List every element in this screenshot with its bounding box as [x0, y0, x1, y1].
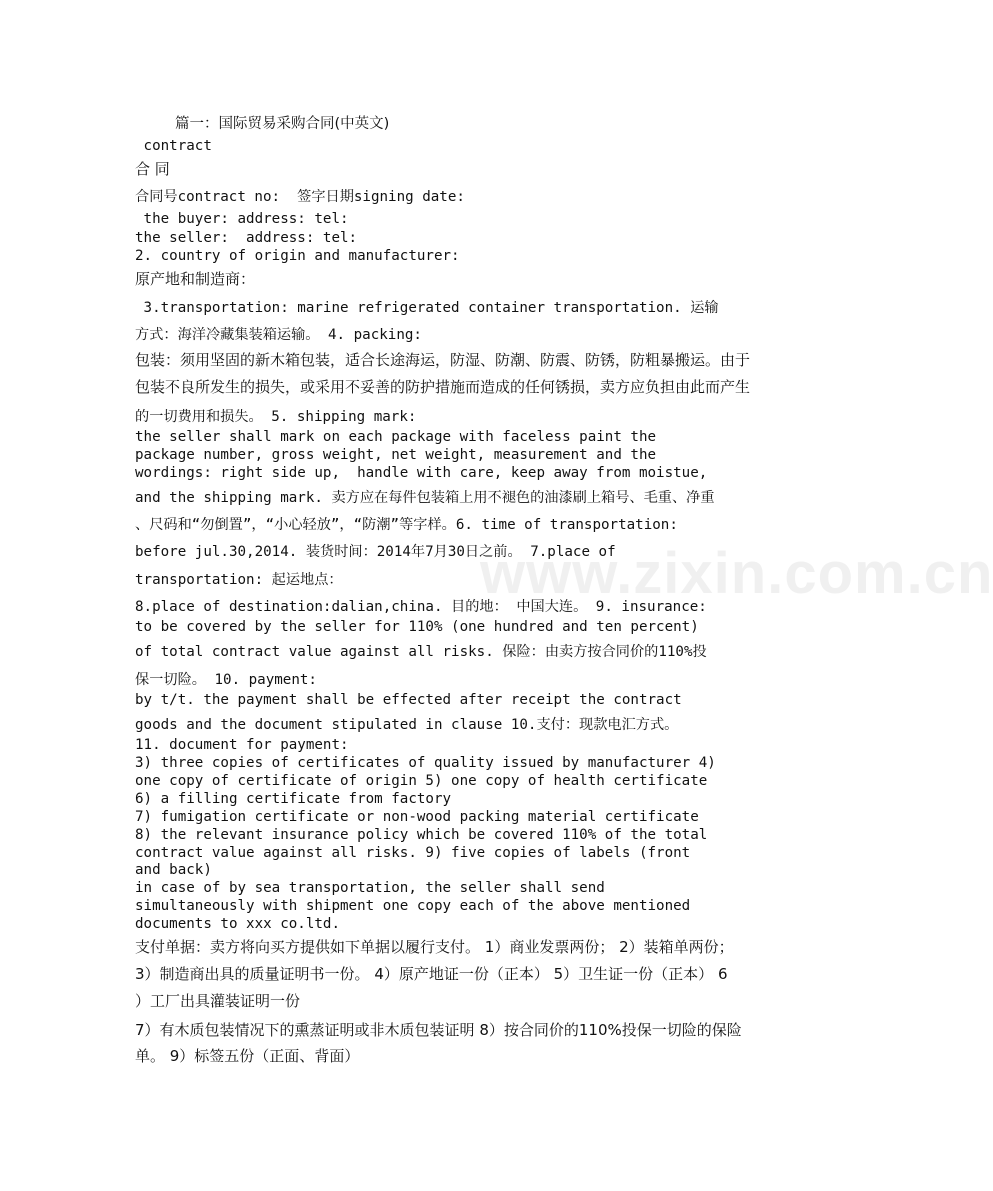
- text-line: the seller shall mark on each package with faceless paint the: [135, 429, 657, 445]
- text-line: transportation: 起运地点：: [135, 572, 343, 588]
- text-line: 7）有木质包装情况下的熏蒸证明或非木质包装证明 8）按合同价的110%投保一切险的保险: [135, 1021, 742, 1039]
- text-line: 保一切险。 10. payment:: [135, 672, 317, 688]
- text-line: 3）制造商出具的质量证明书一份。 4）原产地证一份（正本） 5）卫生证一份（正本） 6: [135, 965, 728, 983]
- text-line: 的一切费用和损失。 5. shipping mark:: [135, 409, 417, 425]
- text-line: 6) a filling certificate from factory: [135, 791, 452, 807]
- text-line: 3) three copies of certificates of quality issued by manufacturer 4): [135, 755, 716, 771]
- text-line: the seller: address: tel:: [135, 230, 358, 246]
- text-line: package number, gross weight, net weight, measurement and the: [135, 447, 657, 463]
- text-line: contract: [135, 138, 212, 154]
- text-line: 合 同: [135, 160, 170, 178]
- document-title: 篇一：国际贸易采购合同(中英文): [175, 116, 390, 132]
- text-line: 3.transportation: marine refrigerated container transportation. 运输: [135, 300, 719, 316]
- text-line: 、尺码和“勿倒置”，“小心轻放”，“防潮”等字样。6. time of transportation:: [135, 517, 678, 533]
- text-line: 8) the relevant insurance policy which be covered 110% of the total: [135, 827, 708, 843]
- text-line: in case of by sea transportation, the seller shall send: [135, 880, 605, 896]
- text-line: by t/t. the payment shall be effected after receipt the contract: [135, 692, 682, 708]
- text-line: ）工厂出具灌装证明一份: [135, 992, 301, 1010]
- text-line: documents to xxx co.ltd.: [135, 916, 340, 932]
- text-line: 8.place of destination:dalian,china. 目的地： 中国大连。 9. insurance:: [135, 599, 707, 615]
- text-line: of total contract value against all risks. 保险：由卖方按合同价的110%投: [135, 644, 707, 660]
- text-line: 7) fumigation certificate or non-wood packing material certificate: [135, 809, 699, 825]
- text-line: 包装：须用坚固的新木箱包装，适合长途海运，防湿、防潮、防震、防锈，防粗暴搬运。由于: [135, 351, 751, 369]
- watermark: www.zixin.com.cn: [480, 541, 993, 606]
- text-line: and the shipping mark. 卖方应在每件包装箱上用不褪色的油漆刷上箱号、毛重、净重: [135, 490, 715, 506]
- text-line: to be covered by the seller for 110% (one hundred and ten percent): [135, 619, 699, 635]
- text-line: 合同号contract no: 签字日期signing date:: [135, 189, 465, 205]
- text-line: 2. country of origin and manufacturer:: [135, 248, 460, 264]
- text-line: contract value against all risks. 9) five copies of labels (front: [135, 845, 691, 861]
- text-line: goods and the document stipulated in clause 10.支付：现款电汇方式。: [135, 717, 679, 733]
- text-line: 方式：海洋冷藏集装箱运输。 4. packing:: [135, 327, 422, 343]
- text-line: 支付单据：卖方将向买方提供如下单据以履行支付。 1）商业发票两份； 2）装箱单两份；: [135, 938, 734, 956]
- text-line: the buyer: address: tel:: [135, 211, 349, 227]
- text-line: 单。 9）标签五份（正面、背面）: [135, 1047, 360, 1065]
- text-line: 原产地和制造商：: [135, 270, 256, 288]
- text-line: 11. document for payment:: [135, 737, 349, 753]
- text-line: 包装不良所发生的损失，或采用不妥善的防护措施而造成的任何锈损，卖方应负担由此而产生: [135, 378, 751, 396]
- text-line: simultaneously with shipment one copy each of the above mentioned: [135, 898, 691, 914]
- text-line: wordings: right side up, handle with care, keep away from moistue,: [135, 465, 708, 481]
- text-line: before jul.30,2014. 装货时间：2014年7月30日之前。 7.place of: [135, 544, 616, 560]
- text-line: one copy of certificate of origin 5) one copy of health certificate: [135, 773, 708, 789]
- text-line: and back): [135, 862, 212, 878]
